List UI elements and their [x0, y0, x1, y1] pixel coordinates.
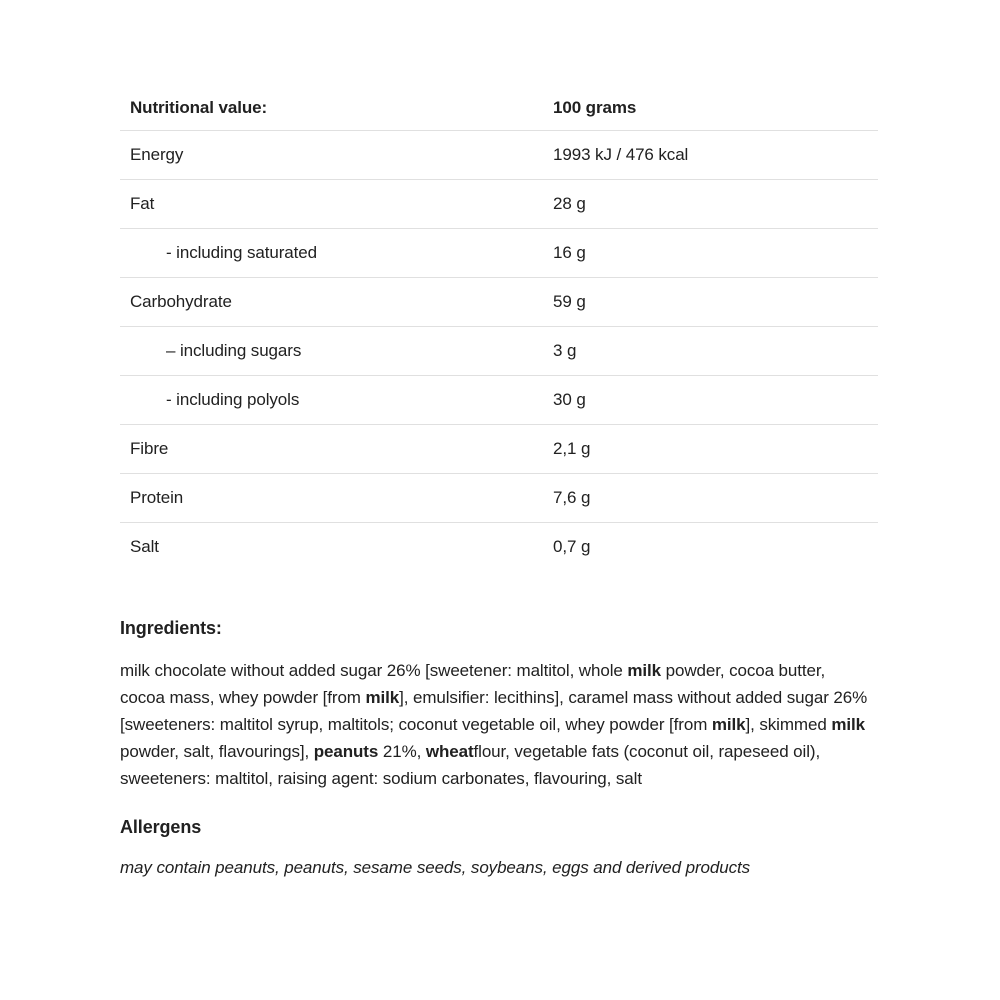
row-value: 0,7 g — [553, 537, 591, 556]
row-value: 1993 kJ / 476 kcal — [553, 145, 689, 164]
row-label: Salt — [130, 537, 159, 556]
row-value: 28 g — [553, 194, 586, 213]
table-row-sugars — [120, 327, 878, 376]
row-value: 3 g — [553, 341, 577, 360]
table-row-fat — [120, 180, 878, 229]
row-value: 30 g — [553, 390, 586, 409]
row-label: - including saturated — [166, 243, 317, 262]
row-label: – including sugars — [166, 341, 302, 360]
row-label: Carbohydrate — [130, 292, 232, 311]
ingredients-text: milk chocolate without added sugar 26% [sweetener: maltitol, whole milk powder, cocoa butter, cocoa mass, whey powder [from milk], emulsifier: lecithins], caramel mass without added sugar 26% [sweeteners: maltitol syrup, maltitols; coconut vegetable oil, whey powder [from milk], skimmed milk powder, salt, flavourings], peanuts 21%, wheatflour, vegetable fats (coconut oil, rapeseed oil), sweeteners: maltitol, raising agent: sodium carbonates, flavouring, salt — [120, 661, 868, 788]
table-row-polyols — [120, 376, 878, 425]
row-label: Energy — [130, 145, 184, 164]
row-label: Fat — [130, 194, 155, 213]
ingredients-heading: Ingredients: — [120, 618, 222, 638]
table-row-fibre — [120, 425, 878, 474]
table-row-saturated — [120, 229, 878, 278]
row-label: Fibre — [130, 439, 169, 458]
row-label: Protein — [130, 488, 184, 507]
content-area — [120, 85, 878, 880]
row-label: - including polyols — [166, 390, 300, 409]
row-value: 7,6 g — [553, 488, 591, 507]
table-row-protein — [120, 474, 878, 523]
row-value: 2,1 g — [553, 439, 591, 458]
nutrition-header-label: Nutritional value: — [130, 97, 268, 117]
table-row-salt — [120, 523, 878, 571]
allergens-heading: Allergens — [120, 817, 202, 837]
table-row-energy — [120, 131, 878, 180]
nutrition-table — [120, 85, 878, 571]
row-value: 59 g — [553, 292, 586, 311]
nutrition-header-value: 100 grams — [553, 97, 637, 117]
row-value: 16 g — [553, 243, 586, 262]
table-row-carbohydrate — [120, 278, 878, 327]
allergens-text: may contain peanuts, peanuts, sesame seeds, soybeans, eggs and derived products — [120, 858, 750, 877]
nutrition-table-header-row — [120, 85, 878, 131]
